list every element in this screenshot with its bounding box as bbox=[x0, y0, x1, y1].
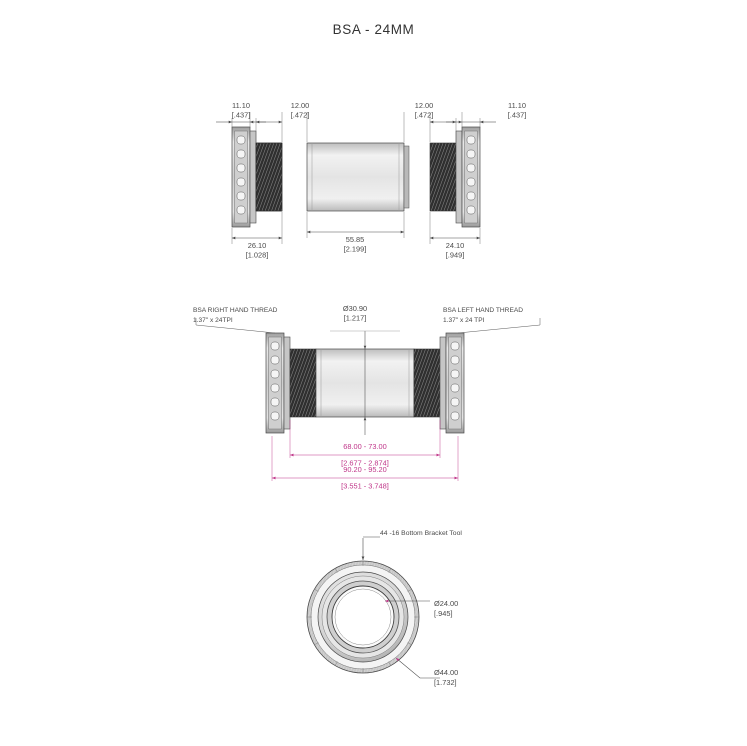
dim-alt: [.437] bbox=[507, 110, 527, 120]
dim-value: Ø24.00 bbox=[434, 599, 459, 608]
dim-alt: [1.028] bbox=[245, 250, 269, 260]
note-line-1: BSA RIGHT HAND THREAD bbox=[193, 307, 278, 314]
dim-alt: [.945] bbox=[434, 609, 453, 618]
dim-value: 26.10 bbox=[247, 241, 267, 250]
dim-value: 12.00 bbox=[414, 101, 434, 110]
dim-value: Ø44.00 bbox=[434, 668, 459, 677]
note-line-1: BSA LEFT HAND THREAD bbox=[443, 307, 524, 314]
note-line-2: 1.37" x 24TPI bbox=[193, 317, 233, 324]
dim-alt: [.472] bbox=[414, 110, 434, 120]
dim-value: 11.10 bbox=[232, 101, 250, 110]
dim-alt: [1.732] bbox=[434, 678, 457, 687]
dim-value: 12.00 bbox=[290, 101, 310, 110]
dim-alt: [2.677 - 2.874] bbox=[341, 458, 389, 468]
dim-value: 55.85 bbox=[345, 235, 365, 244]
dim-value: 11.10 bbox=[508, 101, 526, 110]
tool-label: 44 -16 Bottom Bracket Tool bbox=[380, 530, 462, 537]
bottom-view-geometry bbox=[307, 530, 462, 687]
dim-alt: [2.199] bbox=[343, 244, 367, 254]
top-view-geometry bbox=[216, 101, 526, 260]
middle-view-geometry bbox=[193, 304, 540, 491]
dim-alt: [.472] bbox=[290, 110, 310, 120]
dim-alt: [.949] bbox=[445, 250, 465, 260]
dim-value: 90.20 - 95.20 bbox=[343, 465, 387, 474]
diameter-value: Ø30.90 bbox=[342, 304, 368, 313]
dim-value: 68.00 - 73.00 bbox=[343, 442, 387, 451]
dim-alt: [3.551 - 3.748] bbox=[341, 481, 389, 491]
page-title: BSA - 24MM bbox=[332, 22, 415, 37]
dim-alt: [.437] bbox=[231, 110, 251, 120]
dim-value: 24.10 bbox=[445, 241, 465, 250]
note-line-2: 1.37" x 24 TPI bbox=[443, 317, 485, 324]
diameter-alt: [1.217] bbox=[343, 313, 367, 323]
